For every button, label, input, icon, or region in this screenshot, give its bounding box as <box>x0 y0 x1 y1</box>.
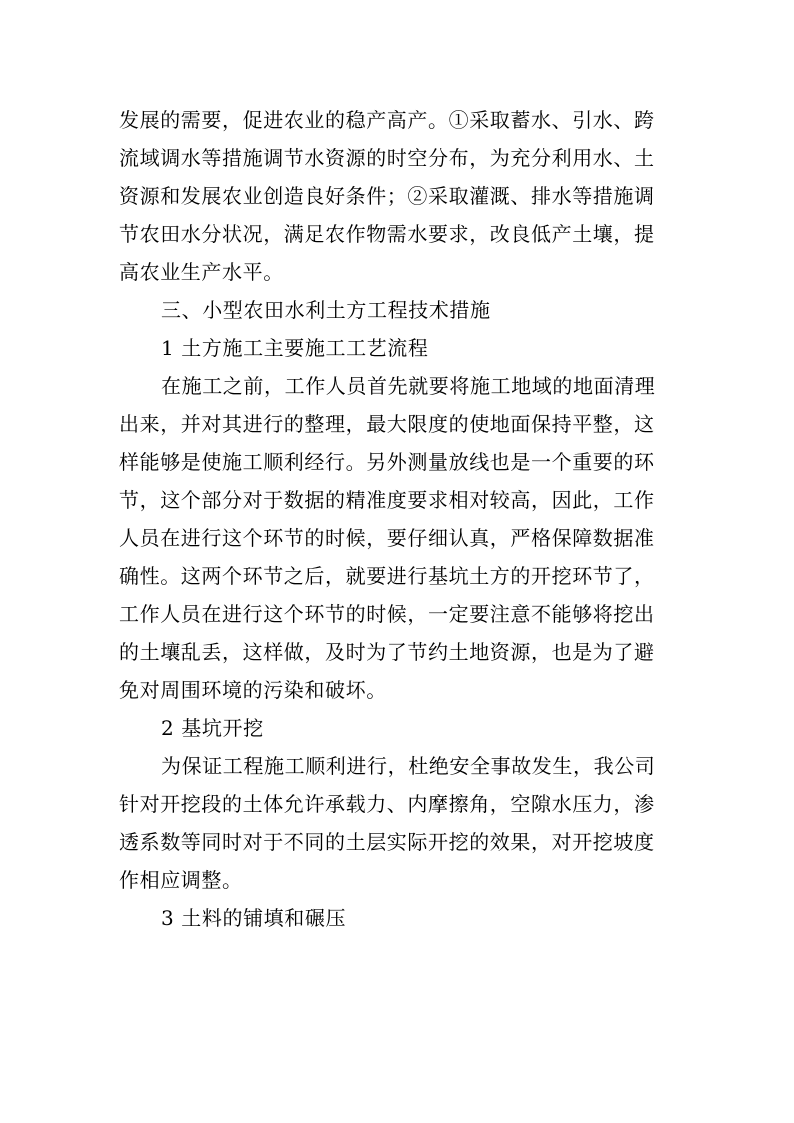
paragraph-2-line-7: 工作人员在进行这个环节的时候，一定要注意不能够将挖出 <box>119 602 655 626</box>
paragraph-2-line-6: 确性。这两个环节之后，就要进行基坑土方的开挖环节了， <box>119 564 655 588</box>
paragraph-2-line-3: 样能够是使施工顺利经行。另外测量放线也是一个重要的环 <box>119 450 655 474</box>
paragraph-3-line-2: 针对开挖段的土体允许承载力、内摩擦角，空隙水压力，渗 <box>119 792 655 816</box>
paragraph-2-line-2: 出来，并对其进行的整理，最大限度的使地面保持平整，这 <box>119 412 655 436</box>
paragraph-2-line-9: 免对周围环境的污染和破坏。 <box>119 678 387 702</box>
paragraph-1-line-4: 节农田水分状况，满足农作物需水要求，改良低产土壤，提 <box>119 222 655 246</box>
subheading-3: 3 土料的铺填和碾压 <box>161 906 347 930</box>
paragraph-2-line-1: 在施工之前，工作人员首先就要将施工地域的地面清理 <box>161 374 656 398</box>
paragraph-2-line-8: 的土壤乱丢，这样做，及时为了节约土地资源，也是为了避 <box>119 640 655 664</box>
paragraph-1-line-2: 流域调水等措施调节水资源的时空分布，为充分利用水、土 <box>119 146 655 170</box>
subheading-2: 2 基坑开挖 <box>161 716 264 740</box>
paragraph-1-line-1: 发展的需要，促进农业的稳产高产。①采取蓄水、引水、跨 <box>119 108 655 132</box>
paragraph-3-line-1: 为保证工程施工顺利进行，杜绝安全事故发生，我公司 <box>161 754 656 778</box>
section-heading-3: 三、小型农田水利土方工程技术措施 <box>161 298 491 322</box>
subheading-1: 1 土方施工主要施工工艺流程 <box>161 336 429 360</box>
paragraph-1-line-5: 高农业生产水平。 <box>119 260 284 284</box>
paragraph-3-line-3: 透系数等同时对于不同的土层实际开挖的效果，对开挖坡度 <box>119 830 655 854</box>
paragraph-3-line-4: 作相应调整。 <box>119 868 243 892</box>
paragraph-1-line-3: 资源和发展农业创造良好条件；②采取灌溉、排水等措施调 <box>119 184 655 208</box>
paragraph-2-line-4: 节，这个部分对于数据的精准度要求相对较高，因此，工作 <box>119 488 655 512</box>
paragraph-2-line-5: 人员在进行这个环节的时候，要仔细认真，严格保障数据准 <box>119 526 655 550</box>
